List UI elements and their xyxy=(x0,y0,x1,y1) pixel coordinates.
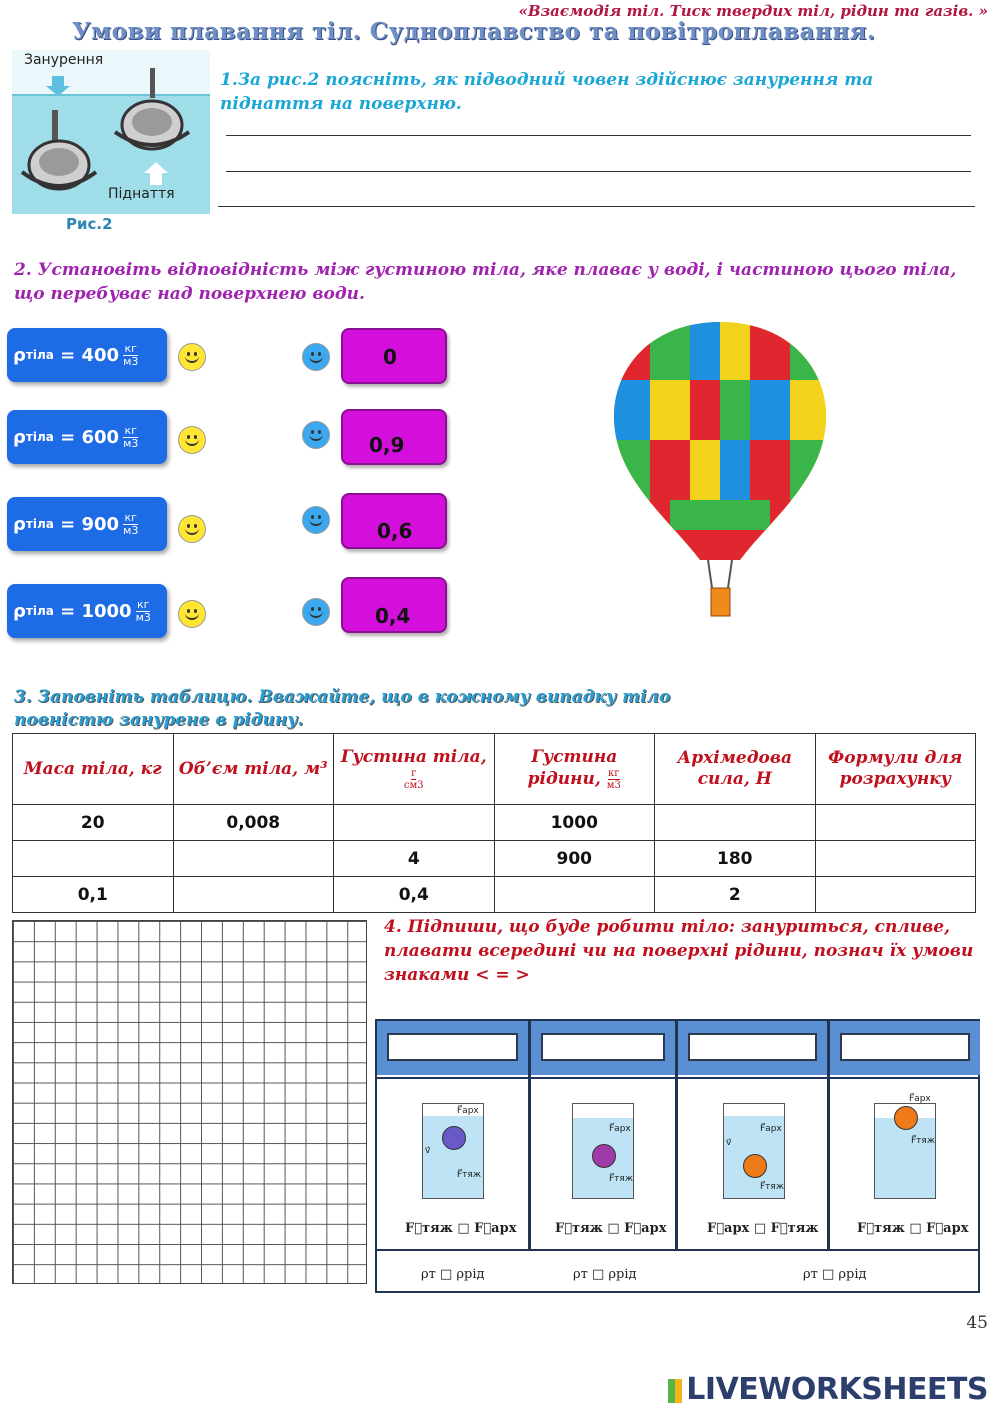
density-value: 400 xyxy=(81,344,120,366)
density-compare-1[interactable]: ρт □ ρрід xyxy=(421,1267,485,1282)
density-value: 900 xyxy=(81,513,120,535)
arch-label: F⃗арх xyxy=(609,1124,631,1134)
force-compare-4[interactable]: F⃗тяж □ F⃗арх xyxy=(857,1221,969,1236)
left-connector-dot-1[interactable] xyxy=(178,343,206,371)
density-card-1000[interactable]: ρ тіла = 1000 $\frac{кг}{м3}$ xyxy=(7,584,167,638)
fraction-card-2[interactable] xyxy=(341,409,447,465)
table-cell-input[interactable] xyxy=(334,805,495,841)
unit-fraction xyxy=(123,512,138,537)
velocity-label: v⃗ xyxy=(425,1146,431,1156)
grav-label: F⃗тяж xyxy=(457,1170,481,1180)
figure-label-rise: Піднаття xyxy=(108,186,175,202)
hot-air-balloon-image xyxy=(610,320,830,625)
right-connector-dot-4[interactable] xyxy=(302,598,330,626)
table-cell: 180 xyxy=(655,841,816,877)
unit-fraction xyxy=(136,599,151,624)
vessel-1 xyxy=(422,1103,484,1199)
table-cell-input[interactable] xyxy=(13,841,174,877)
fraction-card-4[interactable] xyxy=(341,577,447,633)
unit-den: м3 xyxy=(123,354,139,368)
task2-question: 2. Установіть відповідність між густиною тіла, яке плаває у воді, і частиною цього тіла, що перебуває над поверхнею води. xyxy=(14,260,957,304)
density-compare-2[interactable]: ρт □ ρрід xyxy=(573,1267,637,1282)
ball-3 xyxy=(743,1154,767,1178)
rho-subscript: тіла xyxy=(25,604,54,618)
header-liquid-density-text: Густина рідини, xyxy=(527,747,618,789)
arch-label: F⃗арх xyxy=(457,1106,479,1116)
liveworksheets-logo xyxy=(668,1372,988,1407)
fraction-card-1[interactable] xyxy=(341,328,447,384)
unit-num: кг xyxy=(124,510,137,524)
unit-num: г xyxy=(411,768,417,779)
rho-symbol: ρ xyxy=(13,426,26,448)
table-cell: 0,008 xyxy=(173,805,334,841)
table-cell: 2 xyxy=(655,877,816,913)
rho-subscript: тіла xyxy=(25,430,54,444)
unit-den: м3 xyxy=(606,780,621,791)
vessel-3 xyxy=(723,1103,785,1199)
figure-label-dive: Занурення xyxy=(24,52,104,68)
grav-label: F⃗тяж xyxy=(609,1174,633,1184)
right-connector-dot-1[interactable] xyxy=(302,343,330,371)
right-connector-dot-3[interactable] xyxy=(302,506,330,534)
rho-subscript: тіла xyxy=(25,348,54,362)
ball-1 xyxy=(442,1126,466,1150)
floating-conditions-panel xyxy=(375,1019,980,1293)
force-compare-1[interactable]: F⃗тяж □ F⃗арх xyxy=(405,1221,517,1236)
fraction-value: 0,4 xyxy=(375,604,411,628)
left-connector-dot-4[interactable] xyxy=(178,600,206,628)
unit-den: м3 xyxy=(123,436,139,450)
force-compare-3[interactable]: F⃗арх □ F⃗тяж xyxy=(707,1221,819,1236)
table-cell-input[interactable] xyxy=(815,805,976,841)
fraction-value: 0 xyxy=(383,345,397,369)
table-cell-input[interactable] xyxy=(494,877,655,913)
table-cell-input[interactable] xyxy=(815,841,976,877)
table-cell: 4 xyxy=(334,841,495,877)
unit-den: см3 xyxy=(403,780,424,791)
unit-den: м3 xyxy=(135,610,151,624)
table-row xyxy=(13,841,976,877)
answer-line-3[interactable] xyxy=(218,206,975,207)
unit-num: кг xyxy=(124,341,137,355)
fraction-value: 0,9 xyxy=(369,433,405,457)
table-cell-input[interactable] xyxy=(173,841,334,877)
vessel-4 xyxy=(874,1094,936,1199)
logo-text: LIVEWORKSHEETS xyxy=(686,1372,988,1407)
unit-fraction xyxy=(404,768,424,791)
table-cell: 0,1 xyxy=(13,877,174,913)
density-value: 600 xyxy=(81,426,120,448)
table-cell: 1000 xyxy=(494,805,655,841)
panel-header-divider xyxy=(377,1077,978,1079)
table-cell-input[interactable] xyxy=(173,877,334,913)
header-formulas-text: Формули для розрахунку xyxy=(828,748,963,789)
header-mass xyxy=(13,734,174,805)
density-card-400[interactable]: ρ тіла = 400 $\frac{кг}{м3}$ xyxy=(7,328,167,382)
density-value: 1000 xyxy=(81,600,132,622)
arch-label: F⃗арх xyxy=(760,1124,782,1134)
header-archimedes-force xyxy=(655,734,816,805)
unit-fraction xyxy=(123,343,138,368)
header-body-density xyxy=(334,734,495,805)
header-liquid-density xyxy=(494,734,655,805)
unit-num: кг xyxy=(124,423,137,437)
header-formulas xyxy=(815,734,976,805)
unit-fraction xyxy=(123,425,138,450)
rho-symbol: ρ xyxy=(13,600,26,622)
rho-symbol: ρ xyxy=(13,344,26,366)
density-card-600[interactable]: ρ тіла = 600 $\frac{кг}{м3}$ xyxy=(7,410,167,464)
left-connector-dot-3[interactable] xyxy=(178,515,206,543)
unit-num: кг xyxy=(608,768,620,779)
arch-label: F⃗арх xyxy=(909,1094,931,1104)
rho-symbol: ρ xyxy=(13,513,26,535)
figure-caption: Рис.2 xyxy=(66,215,113,233)
page-number: 45 xyxy=(966,1313,988,1333)
right-connector-dot-2[interactable] xyxy=(302,421,330,449)
submarine-figure xyxy=(12,50,210,214)
subject-header: «Взаємодія тіл. Тиск твердих тіл, рідин та газів. » xyxy=(518,2,988,20)
header-body-density-text: Густина тіла, xyxy=(340,747,487,767)
task4-question: 4. Підпиши, що буде робити тіло: зануриться, спливе, плавати всередині чи на поверхні рідини, познач їх умови знаками < = > xyxy=(384,917,974,985)
table-cell: 900 xyxy=(494,841,655,877)
density-card-900[interactable]: ρ тіла = 900 $\frac{кг}{м3}$ xyxy=(7,497,167,551)
ball-2 xyxy=(592,1144,616,1168)
task1-question: 1.За рис.2 поясніть, як підводний човен здійснює занурення та піднаття на поверхню. xyxy=(220,70,874,114)
table-cell-input[interactable] xyxy=(815,877,976,913)
header-volume-text: Об’єм тіла, м³ xyxy=(178,758,328,779)
answer-line-2[interactable] xyxy=(226,171,971,172)
unit-num: кг xyxy=(137,597,150,611)
vessel-2 xyxy=(572,1103,634,1199)
answer-line-1[interactable] xyxy=(226,135,971,136)
header-archimedes-text: Архімедова сила, Н xyxy=(677,748,793,789)
table-cell: 0,4 xyxy=(334,877,495,913)
table-cell: 20 xyxy=(13,805,174,841)
density-compare-3[interactable]: ρт □ ρрід xyxy=(803,1267,867,1282)
table-row xyxy=(13,805,976,841)
page-title: Умови плавання тіл. Судноплавство та повітроплавання. xyxy=(72,18,876,45)
ball-4 xyxy=(894,1106,918,1130)
panel-header-col-4 xyxy=(830,1021,980,1075)
fraction-value: 0,6 xyxy=(377,519,413,543)
velocity-label: v⃗ xyxy=(726,1138,732,1148)
unit-den: м3 xyxy=(123,523,139,537)
density-table xyxy=(12,733,976,913)
logo-icon xyxy=(668,1379,682,1403)
unit-fraction xyxy=(607,768,621,791)
rho-subscript: тіла xyxy=(25,517,54,531)
table-row xyxy=(13,877,976,913)
answer-box-4[interactable] xyxy=(840,1033,970,1061)
table-cell-input[interactable] xyxy=(655,805,816,841)
panel-divider xyxy=(377,1249,978,1251)
scratch-grid[interactable] xyxy=(12,920,367,1284)
fraction-card-3[interactable] xyxy=(341,493,447,549)
header-volume xyxy=(173,734,334,805)
grav-label: F⃗тяж xyxy=(911,1136,935,1146)
grav-label: F⃗тяж xyxy=(760,1182,784,1192)
left-connector-dot-2[interactable] xyxy=(178,426,206,454)
header-mass-text: Маса тіла, кг xyxy=(23,758,162,779)
task3-question: 3. Заповніть таблицю. Вважайте, що в кожному випадку тіло повністю занурене в рідину. xyxy=(14,687,671,730)
force-compare-2[interactable]: F⃗тяж □ F⃗арх xyxy=(555,1221,667,1236)
